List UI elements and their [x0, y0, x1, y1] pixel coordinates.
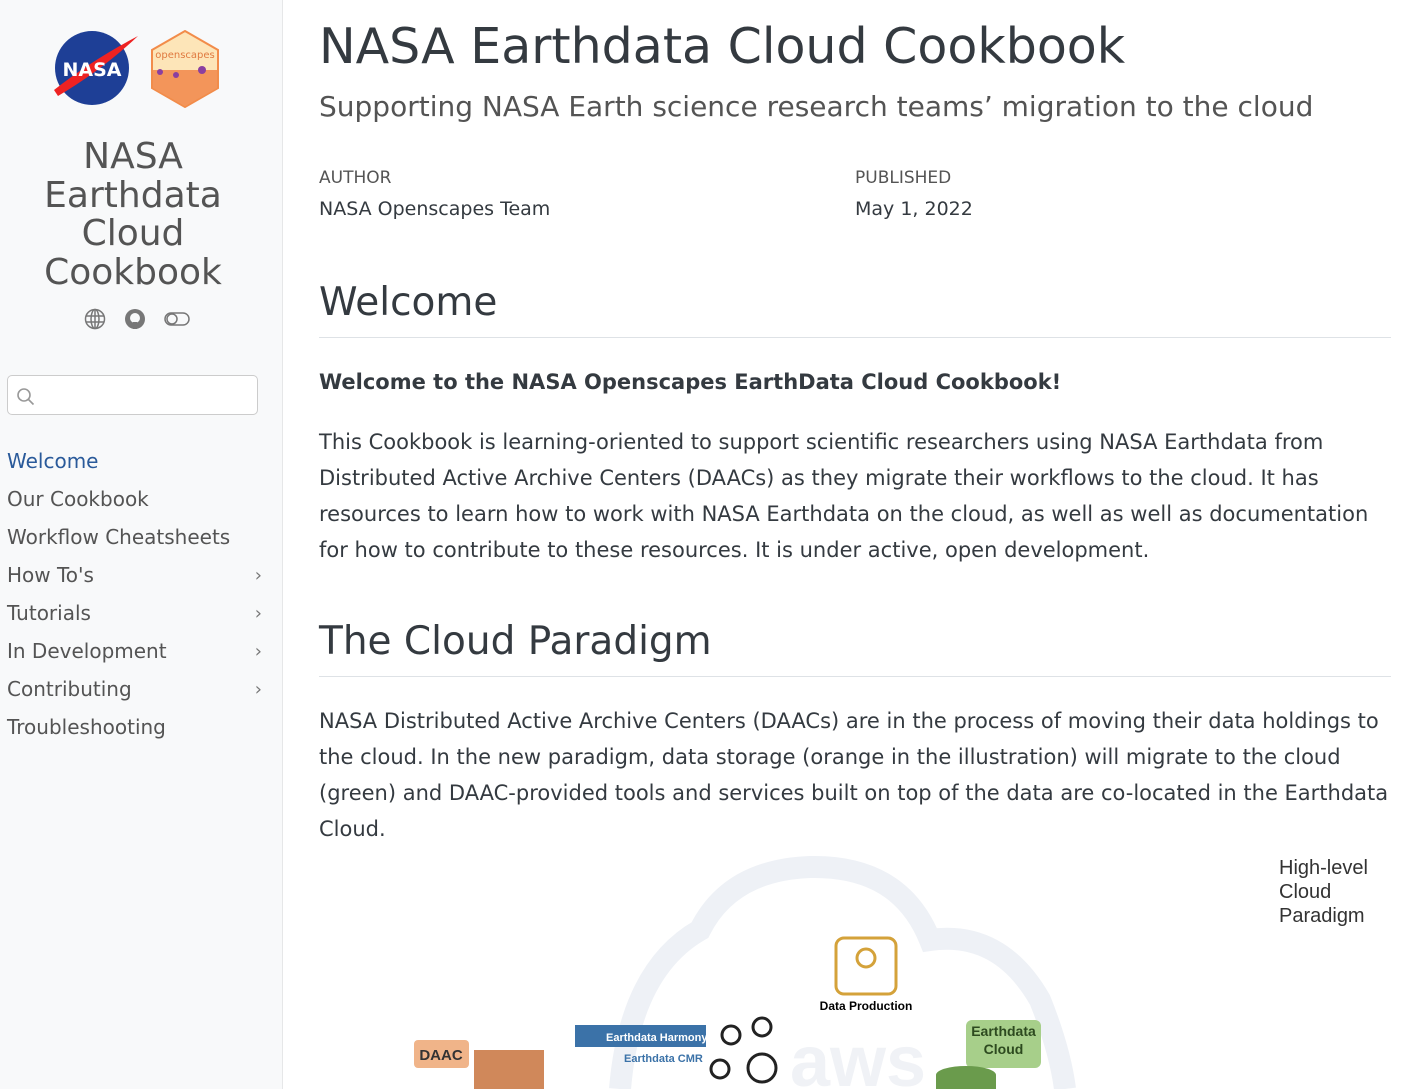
openscapes-logo[interactable] [150, 30, 220, 108]
chevron-right-icon[interactable]: › [254, 564, 262, 586]
cmr-label: Earthdata CMR [624, 1053, 703, 1065]
globe-icon[interactable] [84, 308, 106, 330]
sidebar-item-in-development[interactable] [7, 632, 262, 670]
published-block [855, 168, 973, 220]
author-value: NASA Openscapes Team [319, 198, 551, 220]
sidebar-item-how-tos[interactable] [7, 556, 262, 594]
chevron-right-icon[interactable]: › [254, 678, 262, 700]
author-block [319, 168, 550, 220]
chevron-right-icon[interactable]: › [254, 602, 262, 624]
svg-text:NASA: NASA [62, 59, 122, 81]
welcome-text: This Cookbook is learning-oriented to support scientific researchers using NASA Earthdata from Distributed Active Archive Centers (DAACs) as they migrate their workflows to the cloud. It has resources to learn how to work with NASA Earthdata on the cloud, as well as well as documentation for how to contribute to these resources. It is under active, open development. [319, 430, 1369, 562]
sidebar [0, 0, 283, 1089]
harmony-label: Earthdata Harmony [606, 1032, 708, 1044]
data-production-label: Data Production [819, 999, 913, 1013]
database-icon [936, 1066, 996, 1089]
cloud-paradigm-heading: The Cloud Paradigm [319, 619, 1391, 677]
search-input[interactable] [7, 375, 258, 415]
page-title: NASA Earthdata Cloud Cookbook [319, 18, 1126, 75]
dark-mode-toggle-icon[interactable] [164, 311, 190, 327]
nasa-logo[interactable] [52, 30, 140, 108]
chevron-right-icon[interactable]: › [254, 640, 262, 662]
nav-label: Tutorials [7, 601, 91, 625]
sidebar-title[interactable]: NASA Earthdata Cloud Cookbook [44, 136, 222, 293]
nav-label: Contributing [7, 677, 132, 701]
cloud-paradigm-text: NASA Distributed Active Archive Centers (DAACs) are in the process of moving their data holdings to the cloud. In the new paradigm, data storage (orange in the illustration) will migrate to the cloud (green) and DAAC-provided tools and services built on top of the data are co-located in the Earthdata Cloud. [319, 709, 1389, 841]
search-icon [16, 387, 36, 407]
github-icon[interactable] [124, 308, 146, 330]
author-label: AUTHOR [319, 168, 392, 188]
sidebar-item-tutorials[interactable] [7, 594, 262, 632]
nav-label: Our Cookbook [7, 487, 149, 511]
nav-label: Workflow Cheatsheets [7, 525, 231, 549]
sidebar-item-contributing[interactable] [7, 670, 262, 708]
cloud-paradigm-diagram [400, 850, 1400, 1089]
earthdata-cloud-label: Earthdata Cloud [971, 1023, 1036, 1057]
nav-label: How To's [7, 563, 94, 587]
aws-watermark: aws [790, 1022, 927, 1089]
page-subtitle: Supporting NASA Earth science research teams’ migration to the cloud [319, 90, 1314, 123]
published-label: PUBLISHED [855, 168, 952, 188]
welcome-heading: Welcome [319, 280, 1391, 338]
data-production-icon [836, 938, 896, 994]
diagram-caption: High-level Cloud Paradigm [1279, 857, 1368, 927]
sidebar-item-troubleshooting[interactable] [7, 708, 262, 746]
nav-label: Welcome [7, 449, 99, 473]
svg-text:openscapes: openscapes [155, 50, 215, 61]
sidebar-item-welcome[interactable] [7, 442, 262, 480]
sidebar-item-workflow-cheatsheets[interactable] [7, 518, 262, 556]
gears-icon [711, 1018, 776, 1082]
daac-label: DAAC [419, 1047, 463, 1064]
sidebar-nav [7, 442, 262, 746]
welcome-bold: Welcome to the NASA Openscapes EarthData Cloud Cookbook! [319, 370, 1062, 394]
logos [52, 30, 220, 108]
nav-label: Troubleshooting [7, 715, 166, 739]
nav-label: In Development [7, 639, 167, 663]
sidebar-item-our-cookbook[interactable] [7, 480, 262, 518]
published-value: May 1, 2022 [855, 198, 973, 220]
daac-building-icon [474, 1050, 544, 1089]
